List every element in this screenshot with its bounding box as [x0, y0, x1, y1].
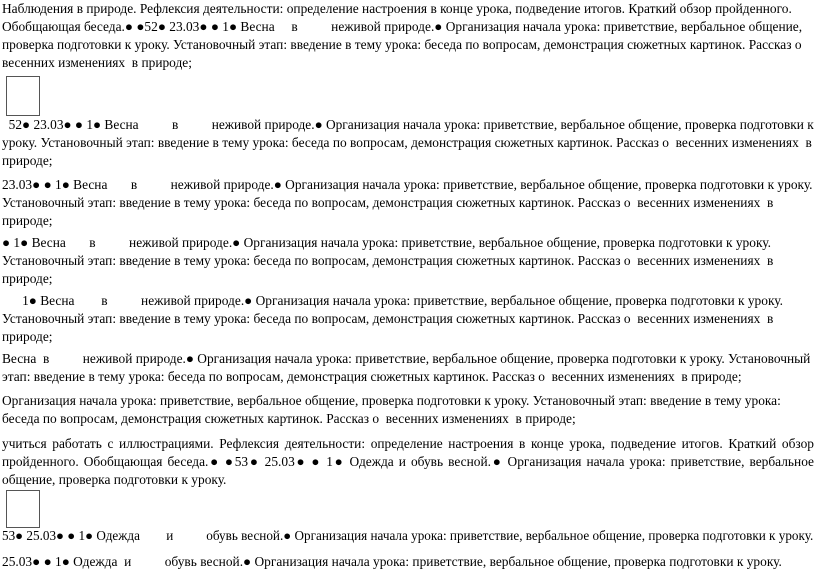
paragraph [2, 435, 814, 489]
text-line: Установочный этап: введение в тему урока: беседа по вопросам, демонстрация сюжетных картинок. Рассказ о весенних изменениях в [2, 195, 774, 210]
text-line: пройденного. Обобщающая беседа.● ●53● 25.03● ● 1● Одежда и обувь весной.● Организация начала урока: приветствие, вербальное [2, 454, 814, 469]
text-line: 25.03● ● 1● Одежда и обувь весной.● Организация начала урока: приветствие, вербальное общение, проверка подготовки к уроку. [2, 554, 782, 569]
paragraph [2, 0, 814, 72]
image-placeholder [6, 76, 40, 116]
image-placeholder [6, 490, 40, 528]
paragraph [2, 234, 814, 288]
paragraph [2, 553, 814, 571]
text-line: Наблюдения в природе. Рефлексия деятельности: определение настроения в конце урока, подведение итогов. Краткий обзор пройденного. [2, 1, 792, 16]
text-line: учиться работать с иллюстрациями. Рефлексия деятельности: определение настроения в конце урока, подведение итогов. Краткий обзор [2, 436, 814, 451]
text-line: Весна в неживой природе.● Организация начала урока: приветствие, вербальное общение, проверка подготовки к уроку. Установочный [2, 351, 811, 366]
paragraph [2, 392, 814, 428]
text-line: природе; [2, 329, 53, 344]
text-line: Установочный этап: введение в тему урока: беседа по вопросам, демонстрация сюжетных картинок. Рассказ о весенних изменениях в [2, 311, 774, 326]
text-line: природе; [2, 153, 53, 168]
text-line: природе; [2, 271, 53, 286]
text-line: природе; [2, 213, 53, 228]
text-line: 52● 23.03● ● 1● Весна в неживой природе.● Организация начала урока: приветствие, вербальное общение, проверка подготовки к [2, 117, 814, 132]
text-line: ● 1● Весна в неживой природе.● Организация начала урока: приветствие, вербальное общение, проверка подготовки к уроку. [2, 235, 771, 250]
text-line: весенних изменениях в природе; [2, 55, 192, 70]
text-line: этап: введение в тему урока: беседа по вопросам, демонстрация сюжетных картинок. Рассказ о весенних изменениях в природе; [2, 369, 742, 384]
paragraph [2, 292, 814, 346]
paragraph [2, 350, 814, 386]
text-line: Установочный этап: введение в тему урока: беседа по вопросам, демонстрация сюжетных картинок. Рассказ о весенних изменениях в [2, 253, 774, 268]
text-line: уроку. Установочный этап: введение в тему урока: беседа по вопросам, демонстрация сюжетных картинок. Рассказ о весенних изменениях в [2, 135, 812, 150]
text-line: Обобщающая беседа.● ●52● 23.03● ● 1● Весна в неживой природе.● Организация начала урока: приветствие, вербальное общение, [2, 19, 803, 34]
text-line: Организация начала урока: приветствие, вербальное общение, проверка подготовки к уроку. Установочный этап: введение в тему урока: [2, 393, 781, 408]
paragraph [2, 176, 814, 230]
text-line: общение, проверка подготовки к уроку. [2, 472, 227, 487]
text-line: беседа по вопросам, демонстрация сюжетных картинок. Рассказ о весенних изменениях в природе; [2, 411, 576, 426]
paragraph [2, 527, 814, 545]
text-line: 1● Весна в неживой природе.● Организация начала урока: приветствие, вербальное общение, проверка подготовки к уроку. [2, 293, 783, 308]
text-line: проверка подготовки к уроку. Установочный этап: введение в тему урока: беседа по вопросам, демонстрация сюжетных картинок. Рассказ о [2, 37, 802, 52]
text-line: 53● 25.03● ● 1● Одежда и обувь весной.● Организация начала урока: приветствие, вербальное общение, проверка подготовки к уроку. [2, 528, 814, 543]
paragraph [2, 116, 814, 170]
text-line: 23.03● ● 1● Весна в неживой природе.● Организация начала урока: приветствие, вербальное общение, проверка подготовки к уроку. [2, 177, 813, 192]
